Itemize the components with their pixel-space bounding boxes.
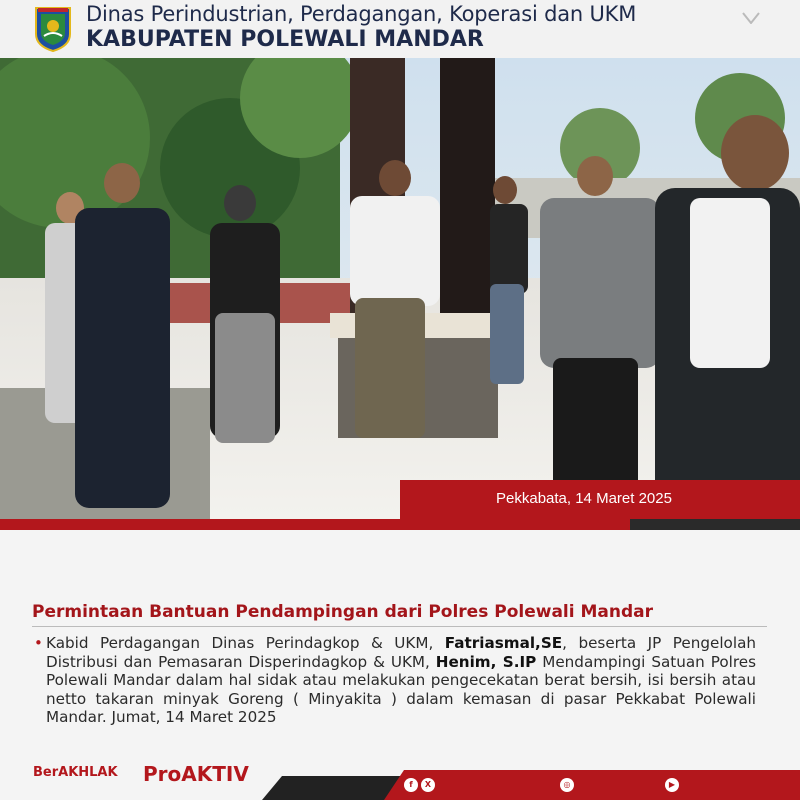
proaktiv-logo: ProAKTIV: [143, 762, 249, 786]
official-name: Fatriasmal,SE: [444, 634, 563, 652]
facebook-icon[interactable]: f: [404, 778, 418, 792]
body-text-part: Kabid Perdagangan Dinas Perindagkop & UKM,: [46, 634, 445, 652]
agency-name: Dinas Perindustrian, Perdagangan, Koperasi dan UKM: [86, 2, 637, 26]
regency-crest-icon: [32, 6, 74, 52]
event-photo: [0, 58, 800, 520]
youtube-icon[interactable]: ▶: [665, 778, 679, 792]
x-icon[interactable]: X: [421, 778, 435, 792]
article-body: [46, 634, 756, 727]
berakhlak-logo: BerAKHLAK: [33, 765, 118, 780]
regency-name: KABUPATEN POLEWALI MANDAR: [86, 27, 484, 52]
photo-caption: Pekkabata, 14 Maret 2025: [496, 490, 672, 507]
headline-divider: [32, 626, 767, 627]
official-name: Henim, S.IP: [435, 652, 537, 671]
divider-stripe-dark: [630, 519, 800, 530]
body-text-part: , beserta JP Pengelolah Distribusi dan Pemasaran Disperindagkop & UKM,: [46, 634, 756, 671]
bullet-marker: •: [34, 634, 43, 652]
chevron-down-icon[interactable]: [742, 12, 760, 24]
article-headline: Permintaan Bantuan Pendampingan dari Polres Polewali Mandar: [32, 602, 654, 622]
body-text-part: Mendampingi Satuan Polres Polewali Mandar dalam hal sidak atau melakukan pengecekatan berat bersih, isi bersih atau netto takaran minyak Goreng ( Minyakita ) dalam kemasan di pasar Pekkabat Polewali Mandar. Jumat, 14 Maret 2025: [46, 652, 757, 727]
instagram-icon[interactable]: ◎: [560, 778, 574, 792]
footer-red-band: [384, 770, 800, 800]
header: [0, 0, 800, 58]
